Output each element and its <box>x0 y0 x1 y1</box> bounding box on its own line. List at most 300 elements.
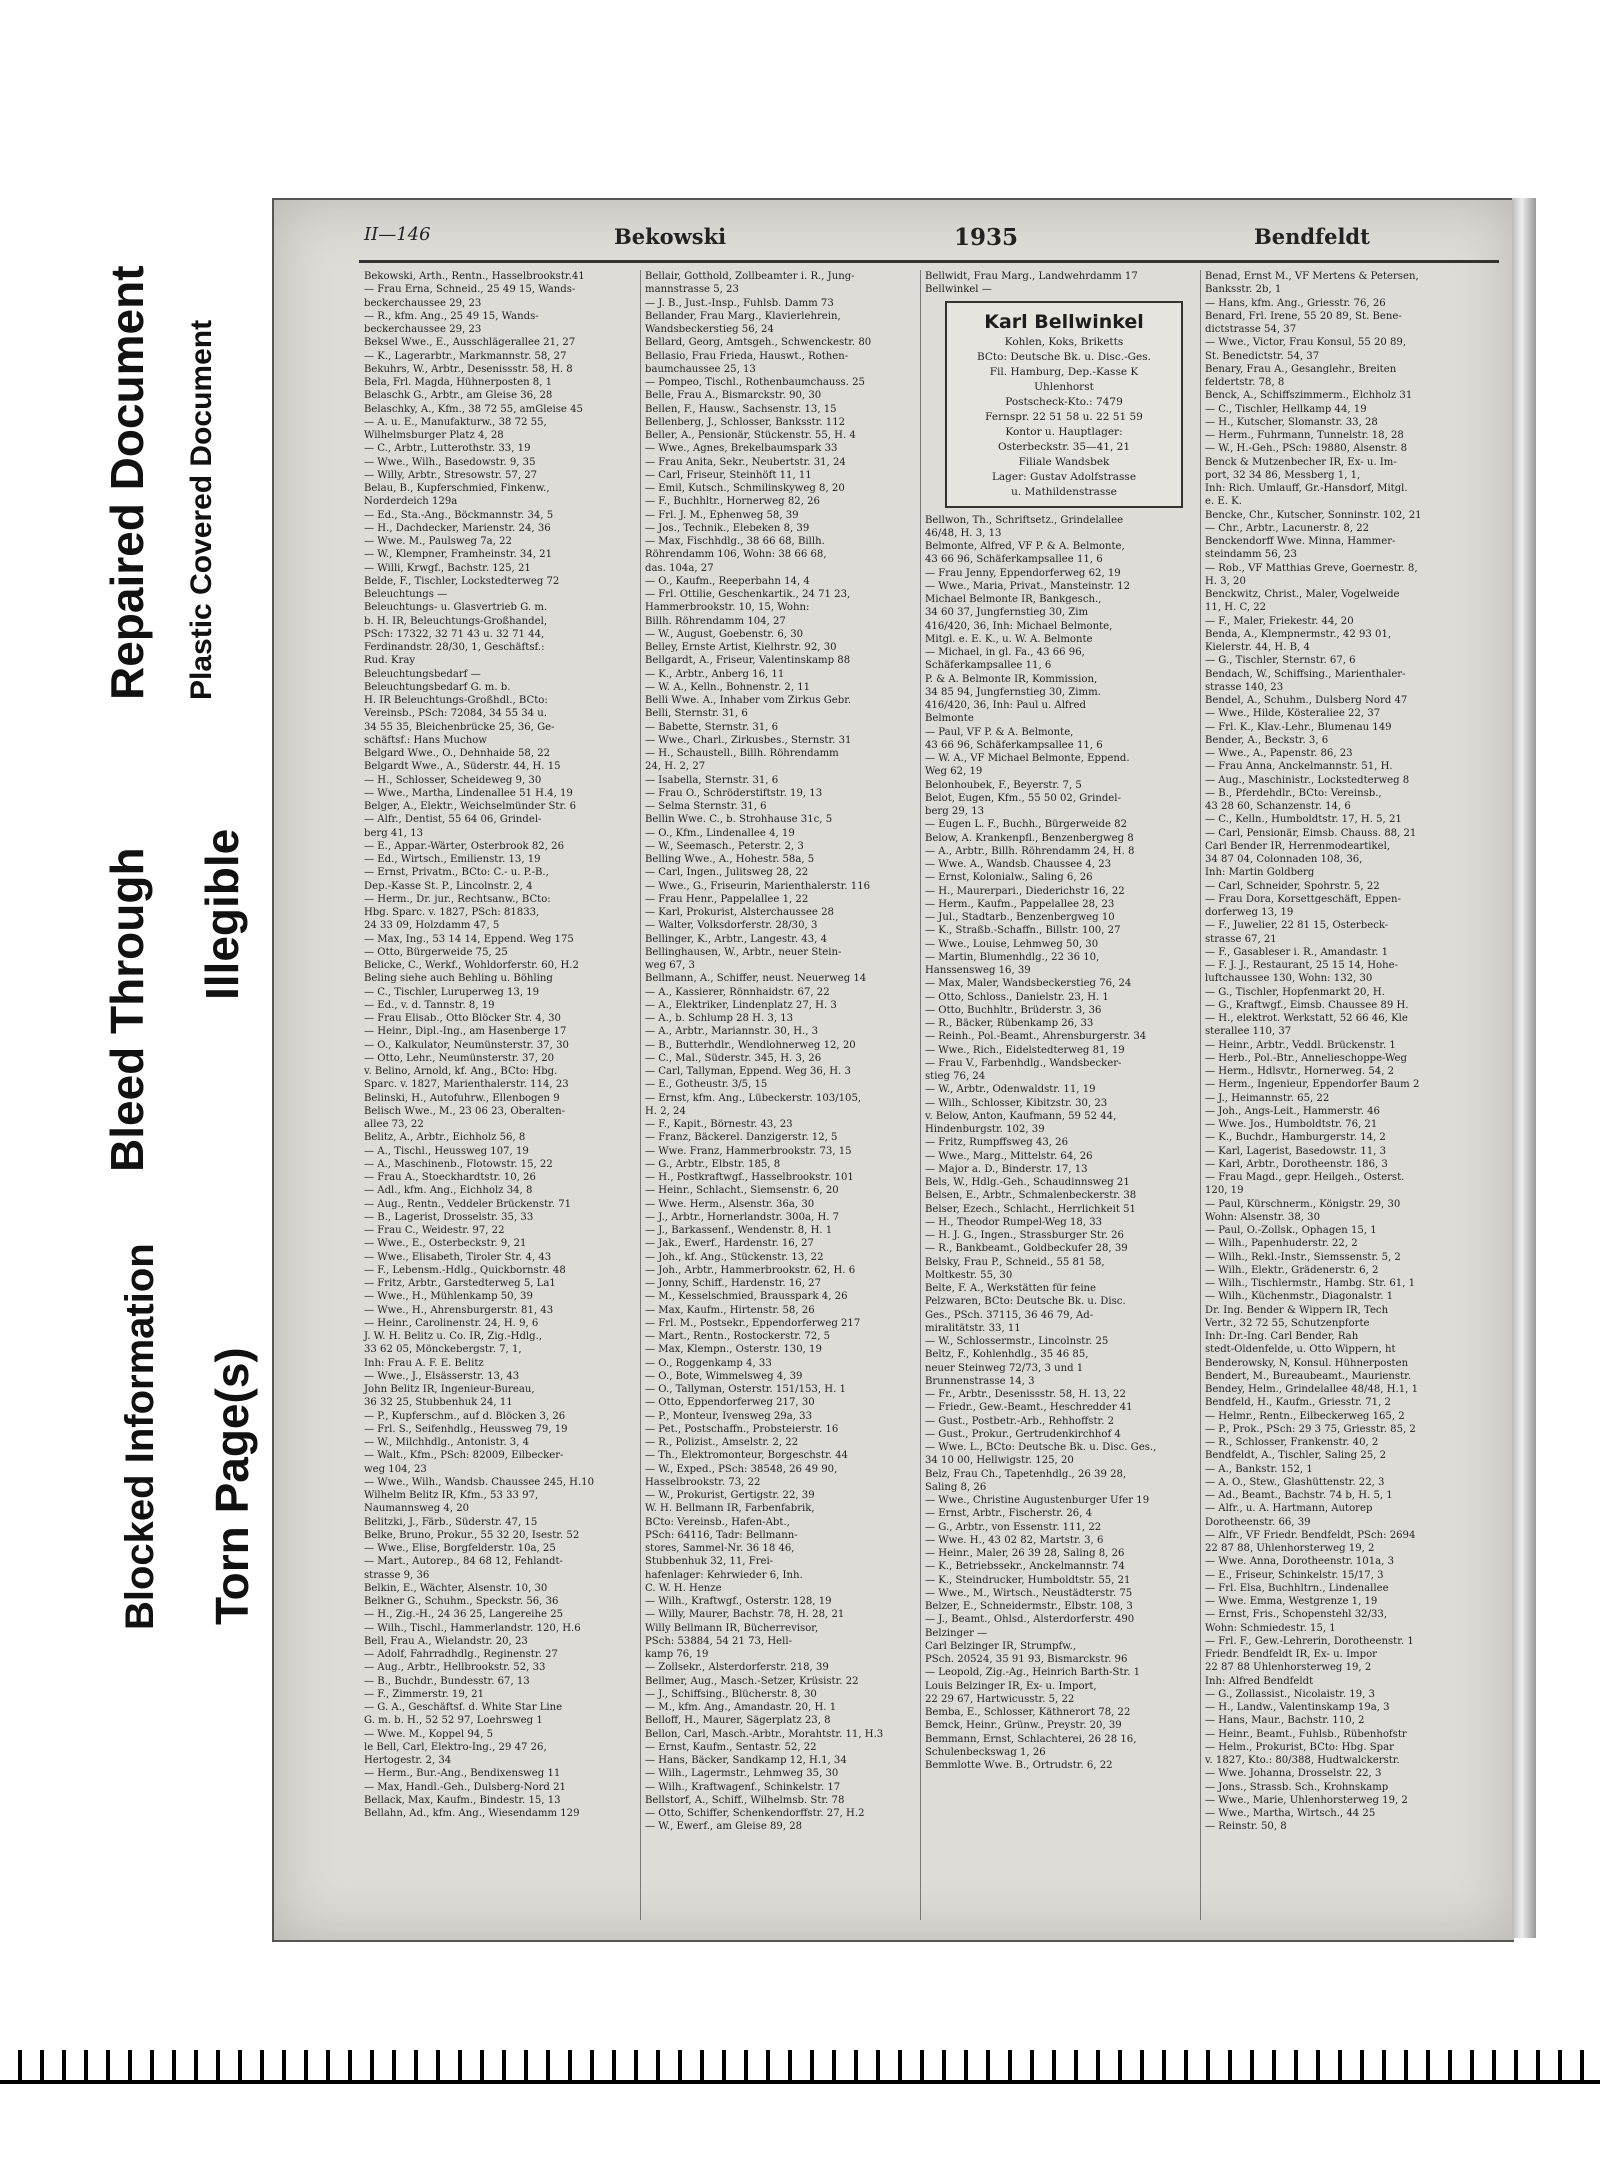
directory-entry: — W., Klempner, Framheinstr. 34, 21 <box>364 549 553 561</box>
directory-entry: — Ernst, Kaufm., Sentastr. 52, 22 <box>645 1741 817 1753</box>
directory-entry: — W., Exped., PSch: 38548, 26 49 90, <box>645 1463 838 1475</box>
directory-entry: PSch: 53884, 54 21 73, Hell- <box>645 1635 793 1647</box>
directory-entry: — Frau Anita, Sekr., Neubertstr. 31, 24 <box>645 456 846 468</box>
directory-entry: — Heinr., Dipl.-Ing., am Hasenberge 17 <box>364 1026 567 1038</box>
directory-entry: Kielerstr. 44, H. B, 4 <box>1205 642 1310 653</box>
directory-entry: Bemba, E., Schlosser, Käthnerort 78, 22 <box>925 1707 1131 1718</box>
directory-entry: Bels, W., Hdlg.-Geh., Schaudinnsweg 21 <box>925 1177 1130 1188</box>
directory-entry: — Frau O., Schröderstiftstr. 19, 13 <box>645 787 823 799</box>
directory-entry: — E., Appar.-Wärter, Osterbrook 82, 26 <box>364 840 564 852</box>
header-rule <box>359 260 1499 263</box>
directory-entry: — P., Prok., PSch: 29 3 75, Griesstr. 85, 2 <box>1205 1423 1416 1435</box>
directory-entry: Bela, Frl. Magda, Hühnerposten 8, 1 <box>364 377 553 388</box>
directory-entry: — Jons., Strassb. Sch., Krohnskamp <box>1205 1781 1389 1793</box>
directory-entry: Benck & Mutzenbecher IR, Ex- u. Im- <box>1205 456 1397 468</box>
directory-entry: Wilhelm Belitz IR, Kfm., 53 33 97, <box>364 1490 539 1501</box>
directory-entry: b. H. IR, Beleuchtungs-Großhandel, <box>364 615 548 627</box>
directory-entry: Beleuchtungsbedarf G. m. b. <box>364 681 511 693</box>
header-right-word: Bendfeldt <box>1254 224 1370 249</box>
directory-entry: sterallee 110, 37 <box>1205 1026 1292 1038</box>
directory-entry: 34 55 35, Bleichenbrücke 25, 36, Ge- <box>364 721 555 733</box>
directory-entry: Bellahn, Ad., kfm. Ang., Wiesendamm 129 <box>364 1808 580 1819</box>
directory-entry: — Otto, Bürgerweide 75, 25 <box>364 946 508 958</box>
directory-entry: Belkin, E., Wächter, Alsenstr. 10, 30 <box>364 1582 548 1594</box>
directory-entry: Benckwitz, Christ., Maler, Vogelweide <box>1205 589 1400 600</box>
directory-entry: — Wwe., Elise, Borgfelderstr. 10a, 25 <box>364 1543 556 1554</box>
directory-entry: 33 62 05, Mönckebergstr. 7, 1, <box>364 1344 522 1356</box>
directory-entry: — O., Kfm., Lindenallee 4, 19 <box>645 827 795 839</box>
directory-entry: — J. B., Just.-Insp., Fuhlsb. Damm 73 <box>645 297 834 309</box>
directory-entry: — Ernst, Arbtr., Fischerstr. 26, 4 <box>925 1508 1093 1520</box>
directory-entry: dictstrasse 54, 37 <box>1205 324 1297 335</box>
directory-entry: — A., Arbtr., Mariannstr. 30, H., 3 <box>645 1026 819 1038</box>
directory-entry: — G., Zollassist., Nicolaistr. 19, 3 <box>1205 1688 1375 1700</box>
directory-entry: Dorotheenstr. 66, 39 <box>1205 1516 1311 1528</box>
directory-entry: — Wilh., Schlosser, Kibitzstr. 30, 23 <box>925 1097 1108 1109</box>
directory-entry: strasse 140, 23 <box>1205 681 1284 693</box>
directory-entry: — Wwe., Marg., Mittelstr. 64, 26 <box>925 1150 1093 1162</box>
directory-entry: — Wilh., Kraftwgf., Osterstr. 128, 19 <box>645 1596 832 1607</box>
directory-entry: — B., Pferdehdlr., BCto: Vereinsb., <box>1205 787 1382 799</box>
film-strip-perforation <box>0 2050 1600 2080</box>
directory-entry: — C., Tischler, Hellkamp 44, 19 <box>1205 403 1367 415</box>
directory-entry: le Bell, Carl, Elektro-Ing., 29 47 26, <box>364 1741 547 1753</box>
directory-entry: — Wwe. H., 43 02 82, Martstr. 3, 6 <box>925 1534 1104 1546</box>
directory-entry: — Adl., kfm. Ang., Eichholz 34, 8 <box>364 1185 533 1197</box>
directory-entry: Hbg. Sparc. v. 1827, PSch: 81833, <box>364 907 540 918</box>
directory-entry: — Herm., Ingenieur, Eppendorfer Baum 2 <box>1205 1079 1420 1091</box>
directory-entry: — Karl, Lagerist, Basedowstr. 11, 3 <box>1205 1145 1387 1157</box>
directory-entry: Wilhelmsburger Platz 4, 28 <box>364 430 504 441</box>
directory-entry: 22 29 67, Hartwicusstr. 5, 22 <box>925 1693 1075 1705</box>
directory-entry: port, 32 34 86, Messberg 1, 1, <box>1205 469 1361 481</box>
directory-entry: v. 1827, Kto.: 80/388, Hudtwalckerstr. <box>1205 1755 1400 1766</box>
directory-entry: — Otto, Lehr., Neumünsterstr. 37, 20 <box>364 1052 555 1064</box>
directory-entry: — Wwe. M., Koppel 94, 5 <box>364 1728 494 1740</box>
directory-entry: — Carl, Pensionär, Eimsb. Chauss. 88, 21 <box>1205 827 1417 839</box>
directory-entry: 24 33 09, Holzdamm 47, 5 <box>364 920 500 932</box>
directory-entry: — Ed., Wirtsch., Emilienstr. 13, 19 <box>364 854 541 865</box>
directory-entry: — F., Lebensm.-Hdlg., Quickbornstr. 48 <box>364 1264 566 1276</box>
directory-entry: Benckendorff Wwe. Minna, Hammer- <box>1205 536 1396 547</box>
directory-entry: — Wwe. Johanna, Drosselstr. 22, 3 <box>1205 1768 1382 1780</box>
directory-entry: Bellon, Carl, Masch.-Arbtr., Morahtstr. 11, H.3 <box>645 1728 884 1740</box>
directory-entry: 24, H. 2, 27 <box>645 761 706 773</box>
directory-entry: — Joh., Arbtr., Hammerbrookstr. 62, H. 6 <box>645 1264 856 1276</box>
directory-entry: Benderowsky, N, Konsul. Hühnerposten <box>1205 1357 1409 1369</box>
directory-entry: Beleuchtungsbedarf — <box>364 668 481 680</box>
directory-entry: — A. O., Stew., Glashüttenstr. 22, 3 <box>1205 1476 1385 1488</box>
directory-entry: Hanssensweg 16, 39 <box>925 965 1031 976</box>
directory-entry: — W. A., VF Michael Belmonte, Eppend. <box>925 753 1130 764</box>
directory-entry: — Otto, Schiffer, Schenkendorffstr. 27, H.2 <box>645 1808 865 1819</box>
directory-entry: — Wwe., Wilh., Wandsb. Chaussee 245, H.10 <box>364 1476 595 1488</box>
directory-entry: — Jonny, Schiff., Hardenstr. 16, 27 <box>645 1278 821 1289</box>
directory-entry: Bendfeld, H., Kaufm., Griesstr. 71, 2 <box>1205 1397 1391 1409</box>
directory-entry: — Isabella, Sternstr. 31, 6 <box>645 774 779 786</box>
directory-entry: — K., Arbtr., Anberg 16, 11 <box>645 668 785 680</box>
directory-entry: — Herm., Hdlsvtr., Hornerweg. 54, 2 <box>1205 1066 1395 1077</box>
directory-entry: v. Below, Anton, Kaufmann, 59 52 44, <box>925 1110 1117 1122</box>
directory-entry: — F., Maler, Friekestr. 44, 20 <box>1205 615 1354 627</box>
directory-entry: — R., Bäcker, Rübenkamp 26, 33 <box>925 1018 1094 1029</box>
directory-entry: Dep.-Kasse St. P., Lincolnstr. 2, 4 <box>364 880 533 892</box>
directory-entry: 46/48, H. 3, 13 <box>925 527 1002 539</box>
directory-entry: baumchaussee 25, 13 <box>645 363 756 375</box>
directory-entry: — Herb., Pol.-Btr., Annelieschoppe-Weg <box>1205 1052 1407 1064</box>
directory-entry: J. W. H. Belitz u. Co. IR, Zig.-Hdlg., <box>364 1331 543 1342</box>
directory-entry: — Wwe., Victor, Frau Konsul, 55 20 89, <box>1205 337 1407 349</box>
directory-entry: Dr. Ing. Bender & Wippern IR, Tech <box>1205 1304 1389 1316</box>
directory-entry: — Pompeo, Tischl., Rothenbaumchauss. 25 <box>645 377 865 388</box>
directory-entry: — Frau Elisab., Otto Blöcker Str. 4, 30 <box>364 1013 561 1024</box>
directory-entry: — Max, Kaufm., Hirtenstr. 58, 26 <box>645 1304 815 1316</box>
directory-entry: — Paul, Kürschnerm., Königstr. 29, 30 <box>1205 1198 1401 1210</box>
label-torn-pages: Torn Page(s) <box>206 1347 258 1625</box>
directory-entry: — Heinr., Maler, 26 39 28, Saling 8, 26 <box>925 1548 1125 1559</box>
directory-entry: — Heinr., Arbtr., Veddl. Brückenstr. 1 <box>1205 1039 1396 1051</box>
directory-entry: — Wwe., M., Wirtsch., Neustädterstr. 75 <box>925 1587 1133 1599</box>
directory-entry: Vereinsb., PSch: 72084, 34 55 34 u. <box>364 708 547 720</box>
directory-entry: — Wilh., Küchenmstr., Diagonalstr. 1 <box>1205 1291 1394 1303</box>
directory-entry: — P., Kupferschm., auf d. Blöcken 3, 26 <box>364 1410 566 1422</box>
directory-entry: — Wwe., G., Friseurin, Marienthalerstr. 116 <box>645 880 871 892</box>
directory-entry: 22 87 88 Uhlenhorsterweg 19, 2 <box>1205 1662 1372 1674</box>
directory-entry: Bellen, F., Hausw., Sachsenstr. 13, 15 <box>645 403 837 415</box>
directory-entry: — Helmr., Rentn., Eilbeckerweg 165, 2 <box>1205 1410 1405 1422</box>
directory-entry: — R., Polizist., Amselstr. 2, 22 <box>645 1437 799 1448</box>
label-bleed-through: Bleed Through <box>101 847 153 1172</box>
directory-entry: — Reinh., Pol.-Beamt., Ahrensburgerstr. 34 <box>925 1031 1147 1043</box>
directory-entry: — Otto, Buchhltr., Brüderstr. 3, 36 <box>925 1004 1102 1016</box>
directory-entry: Belisch Wwe., M., 23 06 23, Oberalten- <box>364 1105 566 1117</box>
directory-entry: — J., Arbtr., Hornerlandstr. 300a, H. 7 <box>645 1211 840 1223</box>
directory-entry: — Frau Erna, Schneid., 25 49 15, Wands- <box>364 284 576 296</box>
directory-entry: — C., Mal., Süderstr. 345, H. 3, 26 <box>645 1052 822 1064</box>
directory-entry: berg 41, 13 <box>364 827 424 839</box>
directory-entry: — G., Arbtr., Elbstr. 185, 8 <box>645 1158 781 1170</box>
directory-entry: — Willy, Arbtr., Stresowstr. 57, 27 <box>364 469 538 481</box>
directory-entry: — Carl, Schneider, Spohrstr. 5, 22 <box>1205 880 1380 892</box>
directory-entry: — B., Butterhdlr., Wendlohnerweg 12, 20 <box>645 1039 856 1051</box>
directory-entry: — H., Zig.-H., 24 36 25, Langereihe 25 <box>364 1609 564 1621</box>
directory-entry: — Zollsekr., Alsterdorferstr. 218, 39 <box>645 1662 829 1674</box>
directory-entry: Brunnenstrasse 14, 3 <box>925 1375 1035 1387</box>
directory-entry: Bell, Frau A., Wielandstr. 20, 23 <box>364 1635 528 1647</box>
directory-entry: — Karl, Arbtr., Dorotheenstr. 186, 3 <box>1205 1158 1388 1170</box>
advertisement-title: Karl Bellwinkel <box>984 310 1144 333</box>
directory-entry: — J., Heimannstr. 65, 22 <box>1205 1092 1330 1104</box>
directory-entry: — Jak., Ewerf., Hardenstr. 16, 27 <box>645 1238 814 1250</box>
directory-entry: — H. J. G., Ingen., Strassburger Str. 26 <box>925 1230 1124 1241</box>
directory-entry: Belmonte, Alfred, VF P. & A. Belmonte, <box>925 541 1125 552</box>
directory-entry: 34 87 04, Colonnaden 108, 36, <box>1205 854 1363 865</box>
directory-entry: Inh: Martin Goldberg <box>1205 867 1315 879</box>
directory-entry: — Selma Sternstr. 31, 6 <box>645 801 767 812</box>
directory-entry: Belaschk G., Arbtr., am Gleise 36, 28 <box>364 390 553 402</box>
header-left-word: Bekowski <box>614 224 727 249</box>
advertisement-line: u. Mathildenstrasse <box>1011 485 1117 498</box>
directory-entry: BCto: Vereinsb., Hafen-Abt., <box>645 1516 790 1528</box>
directory-entry: Belke, Bruno, Prokur., 55 32 20, Isestr. 52 <box>364 1529 580 1541</box>
directory-entry: Belmonte <box>925 713 974 725</box>
directory-entry: — W., Seemasch., Peterstr. 2, 3 <box>645 840 804 852</box>
directory-entry: Bellenberg, J., Schlosser, Banksstr. 112 <box>645 416 846 428</box>
directory-entry: Belte, F. A., Werkstätten für feine <box>925 1283 1097 1294</box>
directory-entry: Saling 8, 26 <box>925 1481 987 1493</box>
directory-entry: — Jul., Stadtarb., Benzenbergweg 10 <box>925 912 1115 923</box>
directory-entry: Below, A. Krankenpfl., Benzenbergweg 8 <box>925 832 1134 844</box>
directory-entry: — Wilh., Tischlermstr., Hambg. Str. 61, 1 <box>1205 1278 1416 1289</box>
directory-entry: Belloff, H., Maurer, Sägerplatz 23, 8 <box>645 1715 831 1727</box>
advertisement-line: Postscheck-Kto.: 7479 <box>1005 395 1123 408</box>
directory-entry: Beling siehe auch Behling u. Böhling <box>364 973 553 985</box>
directory-entry: — A., Elektriker, Lindenplatz 27, H. 3 <box>645 999 837 1011</box>
directory-entry: Belitz, A., Arbtr., Eichholz 56, 8 <box>364 1132 526 1144</box>
directory-entry: — Eugen L. F., Buchh., Bürgerweide 82 <box>925 819 1128 831</box>
directory-entry: — W., Schlossermstr., Lincolnstr. 25 <box>925 1336 1109 1347</box>
directory-entry: v. Belino, Arnold, kf. Ang., BCto: Hbg. <box>364 1066 558 1077</box>
directory-entry: Bekowski, Arth., Rentn., Hasselbrookstr.41 <box>364 271 585 282</box>
directory-entry: Belsen, E., Arbtr., Schmalenbeckerstr. 38 <box>925 1190 1137 1202</box>
directory-entry: Benda, A., Klempnermstr., 42 93 01, <box>1205 628 1392 640</box>
directory-entry: — Herm., Kaufm., Pappelallee 28, 23 <box>925 898 1115 910</box>
directory-entry: Benck, A., Schiffszimmerm., Elchholz 31 <box>1205 390 1413 402</box>
directory-entry: — Franz, Bäckerel. Danzigerstr. 12, 5 <box>645 1132 838 1144</box>
directory-entry: Beleuchtungs- u. Glasvertrieb G. m. <box>364 602 548 614</box>
directory-entry: — Max, Fischhdlg., 38 66 68, Billh. <box>645 536 825 547</box>
directory-entry: — Aug., Maschinistr., Lockstedterweg 8 <box>1205 774 1410 786</box>
directory-entry: — W., H.-Geh., PSch: 19880, Alsenstr. 8 <box>1205 443 1408 455</box>
directory-entry: — H., Theodor Rumpel-Weg 18, 33 <box>925 1216 1103 1228</box>
directory-entry: Inh: Dr.-Ing. Carl Bender, Rah <box>1205 1331 1359 1342</box>
directory-entry: — Frl. F., Gew.-Lehrerin, Dorotheenstr. 1 <box>1205 1635 1414 1647</box>
directory-entry: Bellander, Frau Marg., Klavierlehrein, <box>645 310 841 322</box>
directory-entry: — Ed., Sta.-Ang., Böckmannstr. 34, 5 <box>364 509 554 521</box>
directory-entry: Belau, B., Kupferschmied, Finkenw., <box>364 483 550 494</box>
directory-entry: Norderdeich 129a <box>364 496 458 508</box>
directory-entry: Wohn: Alsenstr. 38, 30 <box>1205 1211 1321 1223</box>
directory-entry: Bendert, M., Bureaubeamt., Maurienstr. <box>1205 1370 1412 1382</box>
directory-entry: — Wwe. Anna, Dorotheenstr. 101a, 3 <box>1205 1556 1395 1568</box>
directory-entry: 416/420, 36, Inh: Michael Belmonte, <box>925 620 1113 632</box>
directory-entry: Carl Bender IR, Herrenmodeartikel, <box>1205 840 1391 852</box>
directory-entry: — F., Juwelier, 22 81 15, Osterbeck- <box>1205 920 1389 932</box>
directory-entry: Bemmlotte Wwe. B., Ortrudstr. 6, 22 <box>925 1760 1113 1771</box>
directory-entry: — Willy, Maurer, Bachstr. 78, H. 28, 21 <box>645 1609 845 1621</box>
directory-entry: strasse 67, 21 <box>1205 933 1277 945</box>
directory-entry: C. W. H. Henze <box>645 1582 722 1594</box>
directory-entry: mannstrasse 5, 23 <box>645 284 739 296</box>
directory-entry: — K., Steindrucker, Humboldtstr. 55, 21 <box>925 1574 1131 1586</box>
directory-entry: Beleuchtungs — <box>364 589 448 600</box>
directory-entry: 34 10 00, Hellwigstr. 125, 20 <box>925 1455 1074 1467</box>
directory-entry: — Wwe., H., Mühlenkamp 50, 39 <box>364 1291 533 1303</box>
directory-entry: Belzinger — <box>925 1627 988 1639</box>
directory-entry: — H., elektrot. Werkstatt, 52 66 46, Kle <box>1205 1013 1408 1024</box>
directory-entry: — P., Monteur, Ivensweg 29a, 33 <box>645 1410 812 1422</box>
directory-entry: Benad, Ernst M., VF Mertens & Petersen, <box>1205 271 1419 282</box>
directory-entry: — Heinr., Beamt., Fuhlsb., Rübenhofstr <box>1205 1728 1407 1740</box>
directory-entry: Bellasio, Frau Frieda, Hauswt., Rothen- <box>645 350 849 362</box>
directory-entry: — Fr., Arbtr., Desenissstr. 58, H. 13, 22 <box>925 1389 1126 1400</box>
directory-column-1 <box>360 270 632 1920</box>
advertisement-box <box>945 301 1183 508</box>
directory-entry: — Wwe., Agnes, Brekelbaumspark 33 <box>645 443 838 455</box>
directory-entry: strasse 9, 36 <box>364 1569 430 1581</box>
directory-entry: — G., Arbtr., von Essenstr. 111, 22 <box>925 1521 1102 1533</box>
directory-entry: — H., Kutscher, Slomanstr. 33, 28 <box>1205 416 1378 428</box>
directory-entry: Hasselbrookstr. 73, 22 <box>645 1476 761 1488</box>
directory-entry: — G., Kraftwgf., Eimsb. Chaussee 89 H. <box>1205 999 1409 1011</box>
directory-entry: — Leopold, Zig.-Ag., Heinrich Barth-Str. 1 <box>925 1667 1141 1679</box>
film-strip-bar <box>0 2080 1600 2084</box>
directory-entry: — Ernst, Privatm., BCto: C.- u. P.-B., <box>364 867 549 879</box>
directory-entry: — O., Bote, Wimmelsweg 4, 39 <box>645 1370 803 1382</box>
directory-entry: — Wwe. Jos., Humboldtstr. 76, 21 <box>1205 1119 1378 1130</box>
directory-entry: stieg 76, 24 <box>925 1071 986 1082</box>
directory-entry: Bellinghausen, W., Arbtr., neuer Stein- <box>645 946 842 958</box>
directory-entry: — M., kfm. Ang., Amandastr. 20, H. 1 <box>645 1702 837 1713</box>
advertisement-line: Kontor u. Hauptlager: <box>1005 425 1123 438</box>
directory-entry: — Hans, kfm. Ang., Griesstr. 76, 26 <box>1205 297 1386 309</box>
directory-entry: — Frl. J. M., Ephenweg 58, 39 <box>645 509 799 521</box>
directory-entry: Belgard Wwe., O., Dehnhaide 58, 22 <box>364 748 551 759</box>
directory-entry: berg 29, 13 <box>925 806 985 817</box>
directory-entry: — Wwe. A., Wandsb. Chaussee 4, 23 <box>925 859 1112 870</box>
advertisement-line: Filiale Wandsbek <box>1018 455 1110 468</box>
directory-entry: — G., Tischler, Hopfenmarkt 20, H. <box>1205 986 1385 998</box>
directory-entry: Belger, A., Elektr., Weichselmünder Str. 6 <box>364 801 577 812</box>
directory-entry: — Heinr., Schlacht., Siemsenstr. 6, 20 <box>645 1185 839 1197</box>
directory-entry: Rud. Kray <box>364 655 416 667</box>
directory-entry: Belkner G., Schuhm., Speckstr. 56, 36 <box>364 1596 559 1607</box>
directory-entry: — Alfr., Dentist, 55 64 06, Grindel- <box>364 814 542 826</box>
directory-entry: — Wwe. M., Paulsweg 7a, 22 <box>364 536 512 547</box>
directory-entry: — F., Zimmerstr. 19, 21 <box>364 1688 485 1700</box>
directory-entry: Vertr., 32 72 55, Schutzenpforte <box>1205 1317 1370 1329</box>
advertisement-line: Lager: Gustav Adolfstrasse <box>991 470 1137 483</box>
directory-entry: — Frau A., Stoeckhardtstr. 10, 26 <box>364 1172 536 1183</box>
directory-entry: — Wilh., Tischl., Hammerlandstr. 120, H.6 <box>364 1622 581 1634</box>
directory-entry: Belle, Frau A., Bismarckstr. 90, 30 <box>645 390 822 402</box>
directory-entry: — Wwe., E., Osterbeckstr. 9, 21 <box>364 1238 527 1250</box>
directory-entry: H. 2, 24 <box>645 1105 686 1117</box>
directory-entry: — F., Kapit., Börnestr. 43, 23 <box>645 1119 793 1130</box>
directory-entry: Bekuhrs, W., Arbtr., Desenissstr. 58, H. 8 <box>364 363 573 375</box>
directory-column-2 <box>640 270 913 1920</box>
directory-entry: — B., Lagerist, Drosselstr. 35, 33 <box>364 1211 534 1223</box>
directory-entry: — Max, Ing., 53 14 14, Eppend. Weg 175 <box>364 933 574 945</box>
directory-entry: — Chr., Arbtr., Lacunerstr. 8, 22 <box>1205 522 1370 534</box>
directory-entry: Beltz, F., Kohlenhdlg., 35 46 85, <box>925 1349 1089 1361</box>
directory-entry: Michael Belmonte IR, Bankgesch., <box>925 594 1102 605</box>
directory-entry: Hindenburgstr. 102, 39 <box>925 1124 1045 1135</box>
directory-entry: PSch. 20524, 35 91 93, Bismarckstr. 96 <box>925 1654 1128 1665</box>
page-number: II—146 <box>364 224 431 245</box>
directory-entry: Bellard, Georg, Amtsgeh., Schwenckestr. 80 <box>645 337 872 349</box>
directory-entry: — Wwe., Wilh., Basedowstr. 9, 35 <box>364 456 536 468</box>
directory-entry: 34 85 94, Jungfernstieg 30, Zimm. <box>925 686 1101 698</box>
directory-entry: Bellwon, Th., Schriftsetz., Grindelallee <box>925 514 1124 526</box>
directory-entry: — C., Kelln., Humboldtstr. 17, H. 5, 21 <box>1205 814 1402 826</box>
page-binding-edge <box>1512 198 1536 1938</box>
scanned-page <box>272 198 1514 1942</box>
directory-entry: beckerchaussee 29, 23 <box>364 297 482 309</box>
directory-entry: — H., Schaustell., Billh. Röhrendamm <box>645 748 839 759</box>
directory-entry: Hertogestr. 2, 34 <box>364 1755 452 1766</box>
directory-entry: — H., Landw., Valentinskamp 19a, 3 <box>1205 1702 1390 1713</box>
directory-entry: — Carl, Tallyman, Eppend. Weg 36, H. 3 <box>645 1066 851 1077</box>
advertisement-line: Osterbeckstr. 35—41, 21 <box>997 440 1131 453</box>
directory-entry: — Max, Handl.-Geh., Dulsberg-Nord 21 <box>364 1781 566 1793</box>
directory-entry: Willy Bellmann IR, Bücherrevisor, <box>645 1622 819 1634</box>
directory-entry: — G. A., Geschäftsf. d. White Star Line <box>364 1702 563 1713</box>
directory-entry: — Ed., v. d. Tannstr. 8, 19 <box>364 999 495 1011</box>
directory-entry: — Carl, Ingen., Julitsweg 28, 22 <box>645 867 809 879</box>
directory-entry: — R., Bankbeamt., Goldbeckufer 28, 39 <box>925 1243 1128 1255</box>
directory-entry: — Wwe., Hilde, Kösteraliee 22, 37 <box>1205 708 1381 720</box>
directory-entry: — W., Milchhdlg., Antonistr. 3, 4 <box>364 1437 530 1448</box>
directory-entry: — Frl. S., Seifenhdlg., Heussweg 79, 19 <box>364 1423 568 1435</box>
directory-entry: — Herm., Dr. jur., Rechtsanw., BCto: <box>364 893 551 905</box>
directory-entry: — Frau V., Farbenhdlg., Wandsbecker- <box>925 1057 1122 1069</box>
directory-entry: Belonhoubek, F., Beyerstr. 7, 5 <box>925 779 1082 791</box>
directory-entry: Belinski, H., Autofuhrw., Ellenbogen 9 <box>364 1092 560 1104</box>
directory-entry: — Ernst, Fris., Schopenstehl 32/33, <box>1205 1609 1388 1621</box>
directory-entry: Bendey, Helm., Grindelallee 48/48, H.1, 1 <box>1205 1384 1418 1395</box>
directory-entry: — W., Arbtr., Odenwaldstr. 11, 19 <box>925 1084 1096 1096</box>
directory-entry: — C., Arbtr., Lutterothstr. 33, 19 <box>364 443 531 455</box>
directory-entry: — Karl, Prokurist, Alsterchaussee 28 <box>645 907 834 918</box>
directory-entry: — Wilh., Kraftwagenf., Schinkelstr. 17 <box>645 1781 841 1793</box>
directory-entry: Louis Belzinger IR, Ex- u. Import, <box>925 1680 1097 1692</box>
directory-entry: — G., Tischler, Sternstr. 67, 6 <box>1205 655 1356 667</box>
directory-entry: 416/420, 36, Inh: Paul u. Alfred <box>925 700 1086 711</box>
directory-entry: — Wwe. Herm., Alsenstr. 36a, 30 <box>645 1198 815 1210</box>
directory-entry: Bemck, Heinr., Grünw., Preystr. 20, 39 <box>925 1720 1122 1732</box>
directory-entry: — Mart., Rentn., Rostockerstr. 72, 5 <box>645 1331 831 1342</box>
directory-entry: — Wwe., Elisabeth, Tiroler Str. 4, 43 <box>364 1251 552 1263</box>
directory-entry: H. IR Beleuchtungs-Großhdl., BCto: <box>364 695 548 706</box>
directory-entry: Belli Wwe. A., Inhaber vom Zirkus Gebr. <box>645 695 852 706</box>
directory-entry: — A., Bankstr. 152, 1 <box>1205 1463 1313 1475</box>
directory-entry: — Mart., Autorep., 84 68 12, Fehlandt- <box>364 1556 563 1568</box>
directory-entry: neuer Steinweg 72/73, 3 und 1 <box>925 1362 1084 1374</box>
directory-entry: — Frl. K., Klav.-Lehr., Blumenau 149 <box>1205 721 1392 733</box>
directory-entry: Belling Wwe., A., Hohestr. 58a, 5 <box>645 854 815 865</box>
directory-entry: weg 67, 3 <box>645 960 695 971</box>
directory-entry: 36 32 25, Stubbenhuk 24, 11 <box>364 1397 513 1409</box>
directory-entry: Belitzki, J., Färb., Süderstr. 47, 15 <box>364 1516 538 1528</box>
directory-entry: — Babette, Sternstr. 31, 6 <box>645 721 778 733</box>
directory-entry: Bencke, Chr., Kutscher, Sonninstr. 102, 21 <box>1205 509 1422 521</box>
directory-entry: Inh: Alfred Bendfeldt <box>1205 1675 1314 1687</box>
directory-entry: PSch: 64116, Tadr: Bellmann- <box>645 1529 798 1541</box>
directory-entry: — Wwe., Charl., Zirkusbes., Sternstr. 31 <box>645 734 852 746</box>
directory-entry: — Major a. D., Binderstr. 17, 13 <box>925 1163 1088 1175</box>
directory-entry: — Frau Dora, Korsettgeschäft, Eppen- <box>1205 893 1401 905</box>
directory-entry: 34 60 37, Jungfernstieg 30, Zim <box>925 607 1089 619</box>
directory-entry: — A., Arbtr., Billh. Röhrendamm 24, H. 8 <box>925 845 1135 857</box>
directory-entry: — W., August, Goebenstr. 6, 30 <box>645 628 804 640</box>
directory-entry: — O., Kaufm., Reeperbahn 14, 4 <box>645 575 810 587</box>
directory-entry: Friedr. Bendfeldt IR, Ex- u. Impor <box>1205 1649 1377 1660</box>
directory-entry: — E., Friseur, Schinkelstr. 15/17, 3 <box>1205 1569 1384 1581</box>
directory-entry: — Wwe., Martha, Wirtsch., 44 25 <box>1205 1808 1376 1819</box>
directory-entry: — W. A., Kelln., Bohnenstr. 2, 11 <box>645 681 811 693</box>
directory-entry: — Emil, Kutsch., Schmilinskyweg 8, 20 <box>645 483 845 494</box>
